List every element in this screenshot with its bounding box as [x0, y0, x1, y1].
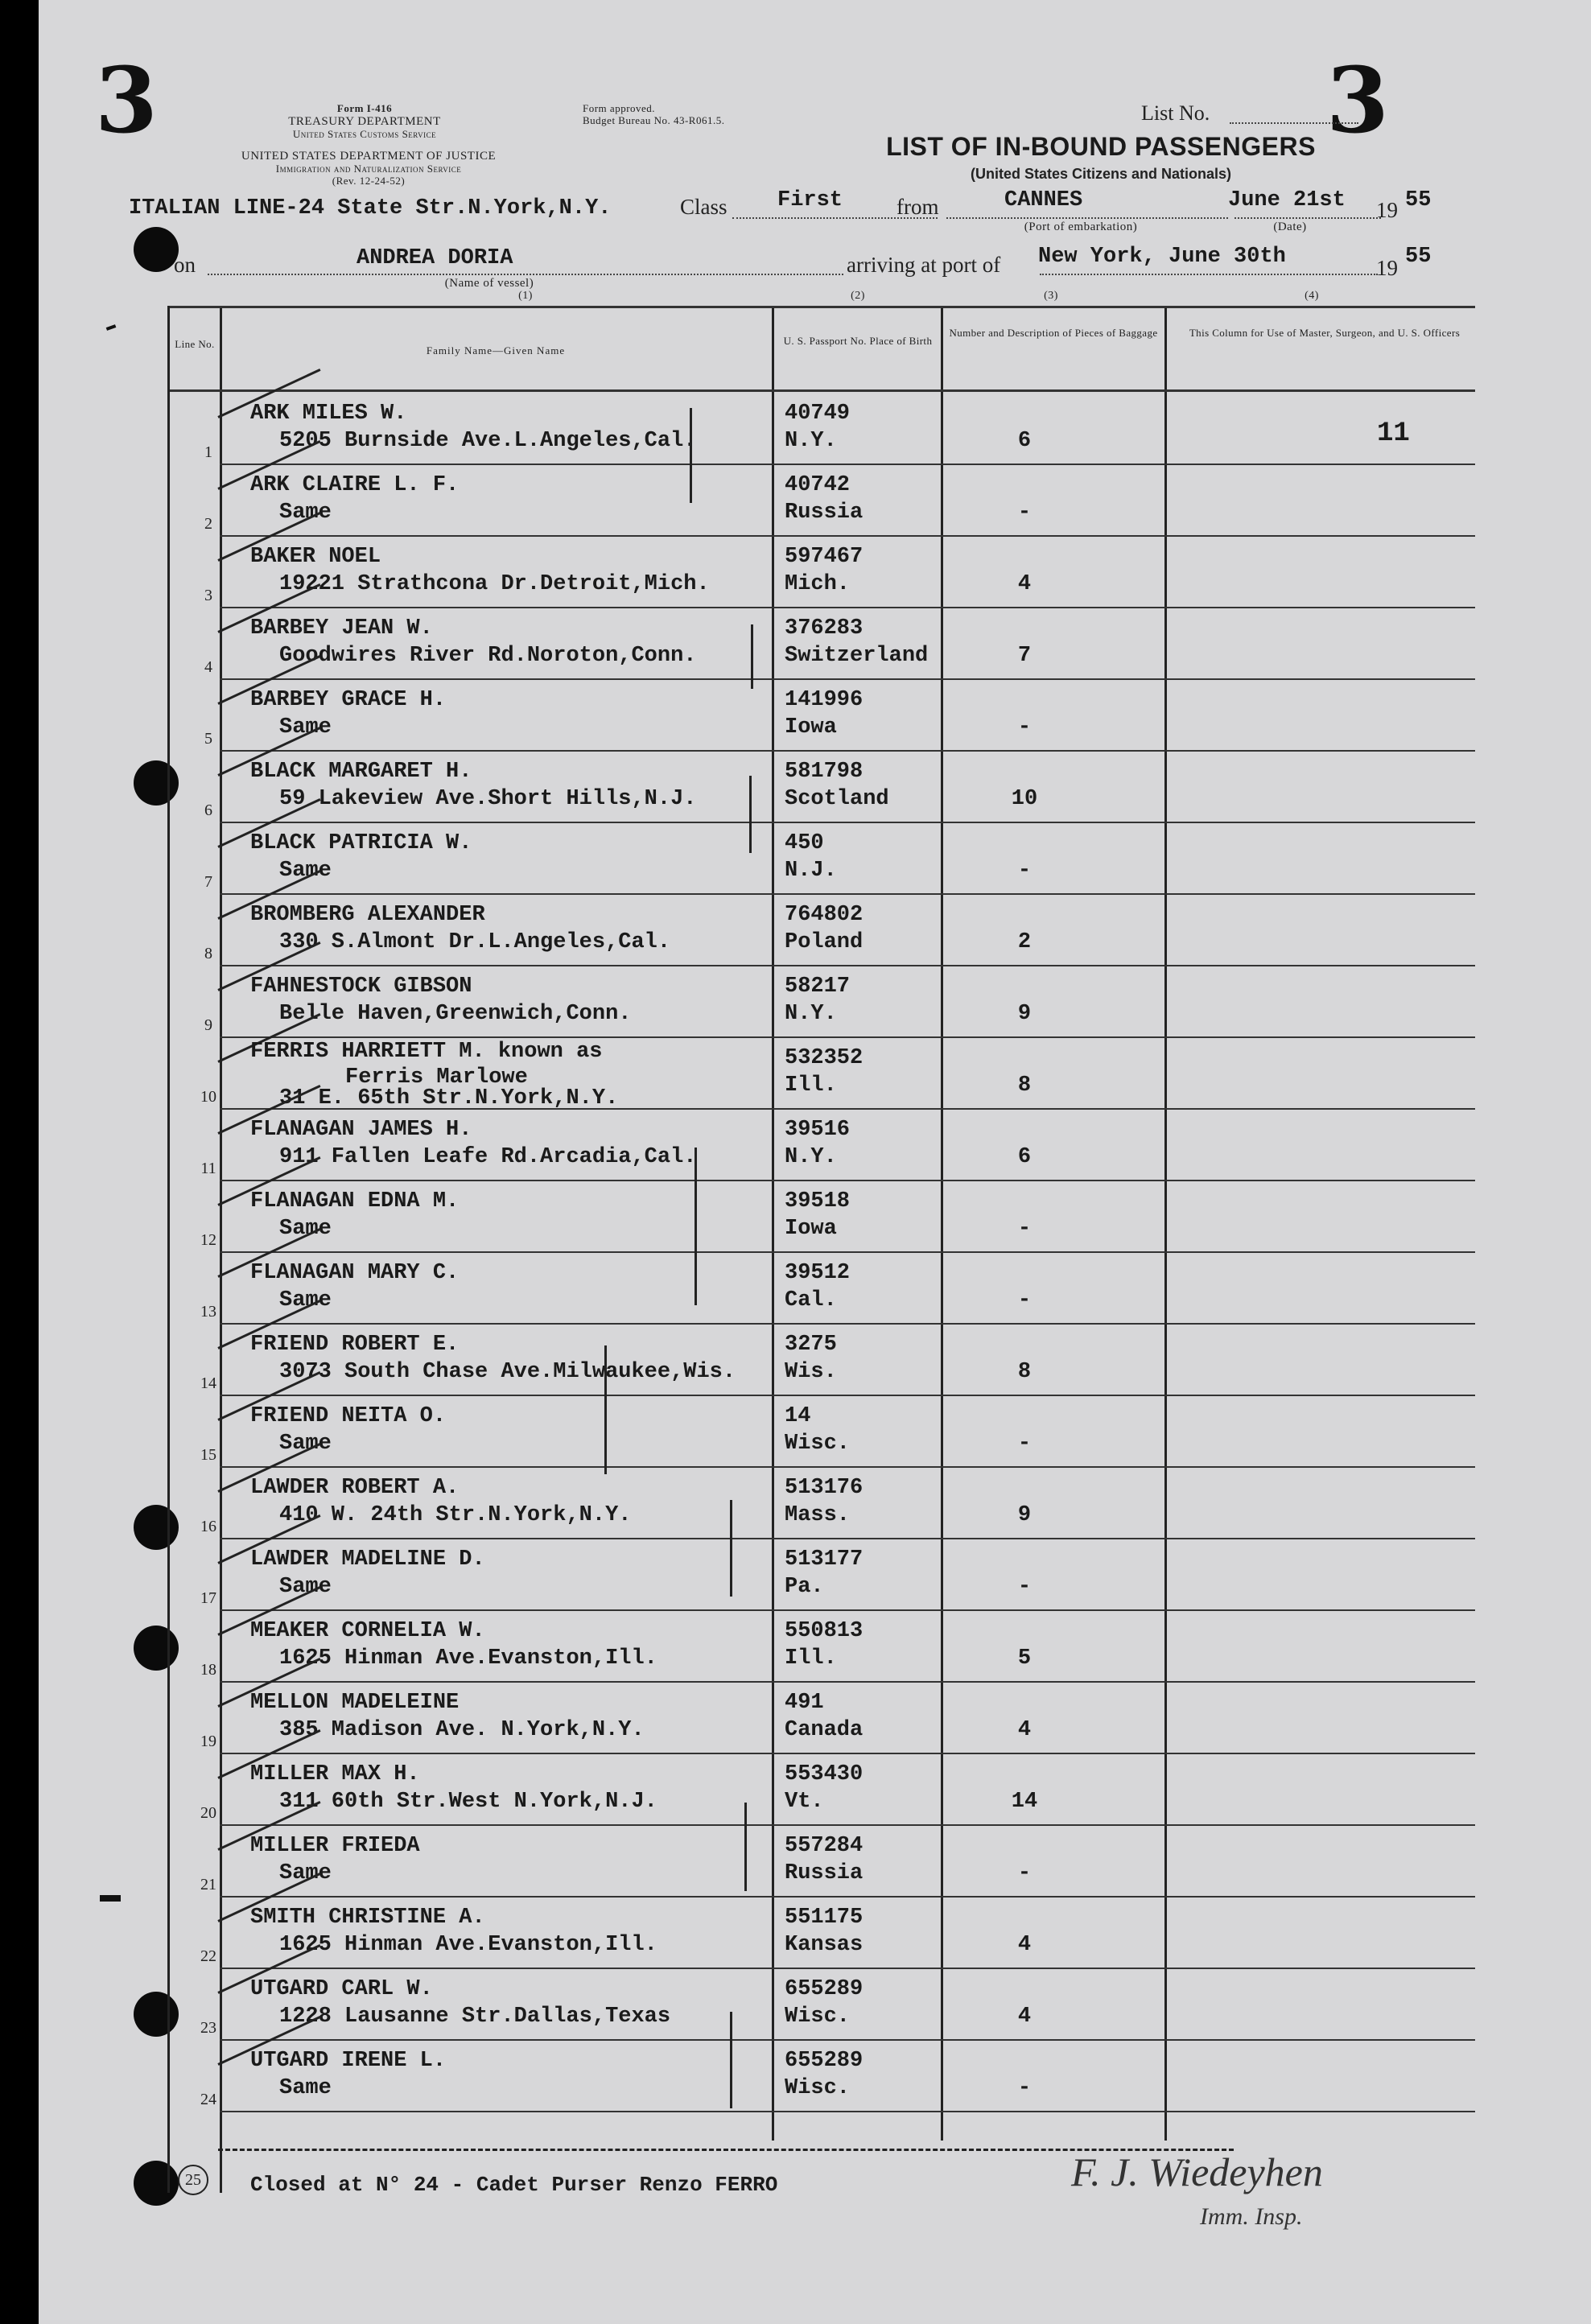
- embark-caption: (Port of embarkation): [1024, 220, 1138, 233]
- place-of-birth: Pa.: [785, 1575, 824, 1599]
- place-of-birth: Switzerland: [785, 644, 929, 668]
- passport-number: 141996: [785, 688, 864, 712]
- line-number: 7: [204, 873, 212, 891]
- caption-col1: (1): [518, 290, 533, 302]
- line-number: 3: [204, 587, 212, 604]
- line-number: 21: [200, 1876, 216, 1893]
- passenger-address: 911 Fallen Leafe Rd.Arcadia,Cal.: [279, 1145, 697, 1169]
- place-of-birth: Kansas: [785, 1933, 864, 1957]
- passenger-name: FLANAGAN EDNA M.: [250, 1189, 460, 1214]
- line-number: 18: [200, 1661, 216, 1679]
- passenger-table: [167, 306, 1475, 2230]
- passport-number: 14: [785, 1404, 811, 1428]
- table-row: [170, 893, 1475, 965]
- baggage-count: 4: [1017, 2005, 1032, 2029]
- baggage-count: -: [1017, 859, 1032, 883]
- passenger-address: Same: [279, 1217, 332, 1241]
- passenger-name: ARK MILES W.: [250, 402, 407, 426]
- on-label: on: [174, 253, 196, 277]
- place-of-birth: Vt.: [785, 1790, 824, 1814]
- passenger-alias: Ferris Marlowe: [345, 1065, 528, 1090]
- family-bracket: [604, 1345, 607, 1474]
- passport-number: 655289: [785, 2049, 864, 2073]
- passenger-address: 5205 Burnside Ave.L.Angeles,Cal.: [279, 429, 697, 453]
- list-number: 3: [1326, 48, 1389, 154]
- line-number: 17: [200, 1589, 216, 1607]
- officer-note: 11: [1377, 418, 1410, 449]
- table-row: [170, 1180, 1475, 1251]
- place-of-birth: N.Y.: [785, 1002, 837, 1026]
- passenger-address: Same: [279, 1861, 332, 1885]
- place-of-birth: Iowa: [785, 715, 837, 740]
- place-of-birth: Cal.: [785, 1288, 837, 1312]
- col-baggage: Number and Description of Pieces of Baggage: [949, 327, 1158, 339]
- passport-number: 764802: [785, 903, 864, 927]
- place-of-birth: N.Y.: [785, 429, 837, 453]
- passenger-name: BARBEY JEAN W.: [250, 616, 433, 641]
- table-row: [170, 1753, 1475, 1824]
- table-row: [170, 1824, 1475, 1896]
- col-officers: This Column for Use of Master, Surgeon, and U. S. Officers: [1189, 327, 1461, 339]
- date-line: [1234, 217, 1381, 219]
- table-row: [170, 1036, 1475, 1108]
- passport-number: 597467: [785, 545, 864, 569]
- family-bracket: [744, 1803, 747, 1891]
- table-row: [170, 1466, 1475, 1538]
- baggage-count: 5: [1017, 1646, 1032, 1671]
- table-row: [170, 678, 1475, 750]
- form-id: Form I-416: [336, 102, 393, 114]
- arriving-label: arriving at port of: [847, 253, 1001, 277]
- passenger-name: FERRIS HARRIETT M. known as: [250, 1040, 603, 1064]
- passenger-name: SMITH CHRISTINE A.: [250, 1906, 485, 1930]
- line-number: 14: [200, 1374, 216, 1392]
- place-of-birth: Russia: [785, 501, 864, 525]
- line-number: 15: [200, 1446, 216, 1464]
- document-page: [39, 0, 1591, 2324]
- line-number: 23: [200, 2019, 216, 2037]
- passenger-address: 59 Lakeview Ave.Short Hills,N.J.: [279, 787, 697, 811]
- form-id-block: [224, 103, 505, 141]
- baggage-count: 6: [1017, 1145, 1032, 1169]
- passenger-address: Same: [279, 1575, 332, 1599]
- baggage-count: 7: [1017, 644, 1032, 668]
- row-rule: [220, 2111, 1475, 2112]
- place-of-birth: Wis.: [785, 1360, 837, 1384]
- baggage-count: -: [1017, 1217, 1032, 1241]
- treasury-dept: TREASURY DEPARTMENT: [288, 114, 441, 128]
- passport-number: 557284: [785, 1834, 864, 1858]
- passport-number: 39512: [785, 1261, 851, 1285]
- line-number: 11: [200, 1160, 216, 1177]
- line-number: 20: [200, 1804, 216, 1822]
- vessel-name: ANDREA DORIA: [357, 246, 513, 270]
- line-number: 12: [200, 1231, 216, 1249]
- year-prefix: 19: [1376, 256, 1398, 280]
- family-bracket: [730, 1500, 732, 1597]
- arrival-line: [1040, 274, 1378, 275]
- passenger-address: 1625 Hinman Ave.Evanston,Ill.: [279, 1646, 657, 1671]
- table-row: [170, 822, 1475, 893]
- place-of-birth: N.J.: [785, 859, 837, 883]
- table-row: [170, 1538, 1475, 1609]
- table-row: [170, 1968, 1475, 2039]
- baggage-count: -: [1017, 1861, 1032, 1885]
- table-row: [170, 535, 1475, 607]
- baggage-count: -: [1017, 1288, 1032, 1312]
- passport-number: 553430: [785, 1762, 864, 1786]
- passenger-address: Same: [279, 859, 332, 883]
- table-row: [170, 1251, 1475, 1323]
- margin-mark: [100, 1895, 121, 1902]
- baggage-count: 8: [1017, 1360, 1032, 1384]
- baggage-count: 2: [1017, 930, 1032, 954]
- passenger-name: LAWDER ROBERT A.: [250, 1476, 460, 1500]
- line-25: 25: [178, 2165, 208, 2195]
- table-row: [170, 607, 1475, 678]
- passenger-address: Same: [279, 2076, 332, 2100]
- passenger-name: MEAKER CORNELIA W.: [250, 1619, 485, 1643]
- table-row: [170, 1681, 1475, 1753]
- table-row: [170, 965, 1475, 1036]
- place-of-birth: Russia: [785, 1861, 864, 1885]
- inspector-signature: F. J. Wiedeyhen: [1071, 2149, 1323, 2194]
- passenger-address: 385 Madison Ave. N.York,N.Y.: [279, 1718, 645, 1742]
- baggage-count: 9: [1017, 1503, 1032, 1527]
- line-number: 19: [200, 1733, 216, 1750]
- passport-number: 40749: [785, 402, 851, 426]
- passport-number: 551175: [785, 1906, 864, 1930]
- passenger-address: Same: [279, 501, 332, 525]
- customs-service: United States Customs Service: [292, 128, 437, 141]
- family-bracket: [695, 1148, 697, 1305]
- passenger-name: BLACK MARGARET H.: [250, 760, 472, 784]
- col-passport: U. S. Passport No. Place of Birth: [783, 335, 933, 347]
- baggage-count: -: [1017, 501, 1032, 525]
- col-name: Family Name—Given Name: [426, 344, 566, 356]
- passenger-address: 330 S.Almont Dr.L.Angeles,Cal.: [279, 930, 671, 954]
- passenger-address: 3073 South Chase Ave.Milwaukee,Wis.: [279, 1360, 736, 1384]
- passenger-address: Belle Haven,Greenwich,Conn.: [279, 1002, 632, 1026]
- passport-number: 376283: [785, 616, 864, 641]
- passenger-address: 19221 Strathcona Dr.Detroit,Mich.: [279, 572, 710, 596]
- passport-number: 450: [785, 831, 824, 855]
- passenger-address: 1228 Lausanne Str.Dallas,Texas: [279, 2005, 671, 2029]
- vessel-line: [208, 274, 843, 275]
- passenger-name: BROMBERG ALEXANDER: [250, 903, 485, 927]
- passport-number: 491: [785, 1691, 824, 1715]
- place-of-birth: Iowa: [785, 1217, 837, 1241]
- margin-mark: [106, 324, 117, 331]
- table-row: [170, 1323, 1475, 1395]
- family-bracket: [730, 2012, 732, 2108]
- passenger-name: FAHNESTOCK GIBSON: [250, 975, 472, 999]
- table-row: [170, 1896, 1475, 1968]
- line-number: 4: [204, 658, 212, 676]
- table-row: [170, 464, 1475, 535]
- passenger-name: BLACK PATRICIA W.: [250, 831, 472, 855]
- table-row: [170, 1108, 1475, 1180]
- table-row: [170, 1609, 1475, 1681]
- table-row: [170, 2039, 1475, 2111]
- passenger-name: FRIEND NEITA O.: [250, 1404, 447, 1428]
- passenger-address: 311 60th Str.West N.York,N.J.: [279, 1790, 657, 1814]
- line-number: 16: [200, 1518, 216, 1535]
- passenger-address: 410 W. 24th Str.N.York,N.Y.: [279, 1503, 632, 1527]
- caption-col4: (4): [1305, 290, 1319, 302]
- arrival-year: 55: [1405, 245, 1432, 269]
- passenger-name: MELLON MADELEINE: [250, 1691, 460, 1715]
- shipping-agent: ITALIAN LINE-24 State Str.N.York,N.Y.: [129, 196, 612, 220]
- line-number: 24: [200, 2091, 216, 2108]
- class-label: Class: [680, 195, 727, 219]
- passenger-address: 1625 Hinman Ave.Evanston,Ill.: [279, 1933, 657, 1957]
- place-of-birth: Mass.: [785, 1503, 851, 1527]
- list-no-line: [1230, 122, 1358, 124]
- vessel-caption: (Name of vessel): [444, 277, 534, 290]
- from-line: [946, 217, 1228, 219]
- baggage-count: -: [1017, 715, 1032, 740]
- passenger-name: FLANAGAN MARY C.: [250, 1261, 460, 1285]
- line-number: 13: [200, 1303, 216, 1321]
- place-of-birth: Wisc.: [785, 2005, 851, 2029]
- passenger-address: Same: [279, 715, 332, 740]
- place-of-birth: Mich.: [785, 572, 851, 596]
- approval-block: [583, 103, 824, 127]
- baggage-count: 14: [1011, 1790, 1038, 1814]
- passport-number: 532352: [785, 1046, 864, 1070]
- family-bracket: [751, 624, 753, 689]
- caption-col2: (2): [851, 290, 865, 302]
- revision: (Rev. 12-24-52): [332, 175, 406, 187]
- justice-dept: UNITED STATES DEPARTMENT OF JUSTICE: [241, 150, 497, 163]
- passport-number: 3275: [785, 1333, 837, 1357]
- passenger-name: UTGARD CARL W.: [250, 1977, 433, 2001]
- form-title: LIST OF IN-BOUND PASSENGERS: [886, 132, 1316, 161]
- family-bracket: [690, 408, 692, 503]
- punch-hole: [134, 227, 179, 272]
- corner-mark: 3: [95, 48, 158, 154]
- family-bracket: [749, 776, 752, 853]
- table-row: [170, 392, 1475, 464]
- from-label: from: [896, 195, 939, 219]
- passenger-name: BAKER NOEL: [250, 545, 381, 569]
- passport-number: 655289: [785, 1977, 864, 2001]
- baggage-count: -: [1017, 2076, 1032, 2100]
- passport-number: 550813: [785, 1619, 864, 1643]
- baggage-count: 4: [1017, 1718, 1032, 1742]
- line-number: 5: [204, 730, 212, 748]
- table-top-rule: [170, 306, 1475, 308]
- passport-number: 58217: [785, 975, 851, 999]
- place-of-birth: N.Y.: [785, 1145, 837, 1169]
- place-of-birth: Wisc.: [785, 1432, 851, 1456]
- passport-number: 39516: [785, 1118, 851, 1142]
- passport-number: 581798: [785, 760, 864, 784]
- baggage-count: 4: [1017, 572, 1032, 596]
- inspector-title: Imm. Insp.: [1200, 2203, 1303, 2230]
- place-of-birth: Poland: [785, 930, 864, 954]
- immigration-service: Immigration and Naturalization Service: [275, 163, 462, 175]
- line-number: 8: [204, 945, 212, 962]
- baggage-count: 6: [1017, 429, 1032, 453]
- place-of-birth: Canada: [785, 1718, 864, 1742]
- justice-block: [167, 150, 570, 187]
- passenger-address: Same: [279, 1288, 332, 1312]
- line-number: 9: [204, 1016, 212, 1034]
- baggage-count: 4: [1017, 1933, 1032, 1957]
- line-number: 22: [200, 1947, 216, 1965]
- budget-bureau: Budget Bureau No. 43-R061.5.: [583, 113, 725, 126]
- departure-date: June 21st: [1228, 188, 1346, 212]
- place-of-birth: Wisc.: [785, 2076, 851, 2100]
- form-approved: Form approved.: [583, 102, 656, 114]
- passenger-name: LAWDER MADELINE D.: [250, 1547, 485, 1572]
- passport-number: 40742: [785, 473, 851, 497]
- arrival-port-date: New York, June 30th: [1038, 245, 1286, 269]
- table-row: [170, 750, 1475, 822]
- passport-number: 513177: [785, 1547, 864, 1572]
- from-value: CANNES: [1004, 188, 1083, 212]
- passenger-name: BARBEY GRACE H.: [250, 688, 447, 712]
- baggage-count: -: [1017, 1432, 1032, 1456]
- col-line-no: Line No.: [175, 338, 215, 350]
- form-subtitle: (United States Citizens and Nationals): [970, 166, 1232, 182]
- line-number: 2: [204, 515, 212, 533]
- baggage-count: 9: [1017, 1002, 1032, 1026]
- line-number: 10: [200, 1088, 216, 1106]
- caption-col3: (3): [1044, 290, 1058, 302]
- place-of-birth: Ill.: [785, 1073, 837, 1098]
- baggage-count: 10: [1011, 787, 1038, 811]
- baggage-count: 8: [1017, 1073, 1032, 1098]
- passenger-address: Same: [279, 1432, 332, 1456]
- date-caption: (Date): [1273, 220, 1307, 233]
- baggage-count: -: [1017, 1575, 1032, 1599]
- passenger-name: MILLER FRIEDA: [250, 1834, 420, 1858]
- place-of-birth: Scotland: [785, 787, 889, 811]
- passenger-name: MILLER MAX H.: [250, 1762, 420, 1786]
- passenger-name: FLANAGAN JAMES H.: [250, 1118, 472, 1142]
- passenger-name: UTGARD IRENE L.: [250, 2049, 447, 2073]
- passenger-address: Goodwires River Rd.Noroton,Conn.: [279, 644, 697, 668]
- closing-note: Closed at N° 24 - Cadet Purser Renzo FERRO: [250, 2173, 778, 2197]
- class-value: First: [777, 188, 843, 212]
- line-number: 1: [204, 443, 212, 461]
- passenger-name: ARK CLAIRE L. F.: [250, 473, 460, 497]
- table-row: [170, 1395, 1475, 1466]
- place-of-birth: Ill.: [785, 1646, 837, 1671]
- passenger-name: FRIEND ROBERT E.: [250, 1333, 460, 1357]
- departure-year: 55: [1405, 188, 1432, 212]
- year-prefix: 19: [1376, 198, 1398, 222]
- line-number: 6: [204, 801, 212, 819]
- passenger-address: 31 E. 65th Str.N.York,N.Y.: [279, 1086, 619, 1110]
- list-no-label: List No.: [1141, 101, 1210, 125]
- passport-number: 39518: [785, 1189, 851, 1214]
- passport-number: 513176: [785, 1476, 864, 1500]
